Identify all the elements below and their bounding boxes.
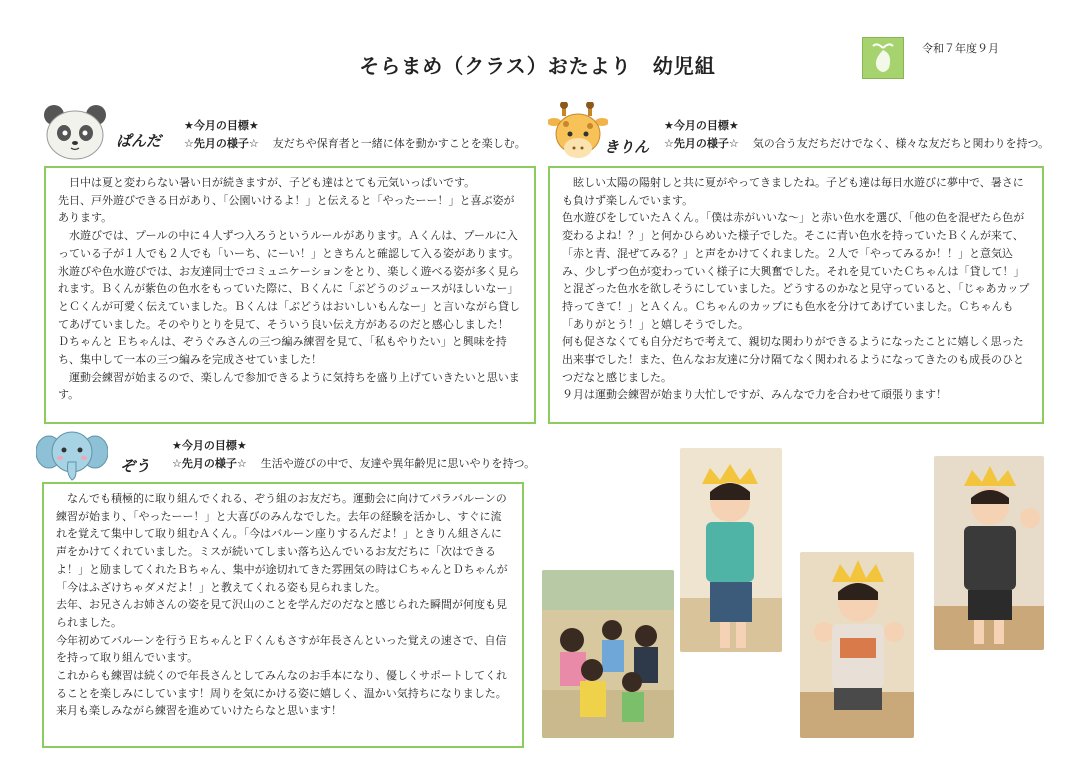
panda-report-box [44, 166, 536, 424]
group-name-zou: ぞう [120, 457, 151, 475]
paragraph: ９月は運動会練習が始まり大忙しですが、みんなで力を合わせて頑張ります！ [562, 388, 947, 402]
group-header-kirin [664, 117, 1049, 153]
status-text: 生活や遊びの中で、友達や異年齢児に思いやりを持つ。 [260, 457, 536, 470]
paragraph: Ｄちゃんと Ｅちゃんは、ぞうぐみさんの三つ編み練習を見て、「私もやりたい」と興味を持ち、集中して一本の三つ編みを完成させていました！ [58, 335, 507, 367]
status-text: 友だちや保育者と一緒に体を動かすことを楽しむ。 [272, 137, 526, 150]
bean-logo-icon [862, 37, 904, 79]
group-name-kirin: きりん [604, 138, 650, 156]
paragraph: 眩しい太陽の陽射しと共に夏がやってきましたね。子ども達は毎日水遊びに夢中で、暑さにも負けず楽しんでいます。 [562, 176, 1024, 207]
zou-report-box [42, 482, 524, 748]
photo-child-crown-standing [934, 456, 1044, 650]
status-label: ☆先月の様子☆ [172, 457, 247, 470]
giraffe-face-icon [548, 102, 608, 168]
paragraph: 何も促さなくても自分だちで考えて、親切な関わりができるようになったことに嬉しく思った出来事でした！また、色んなお友達に分け隔てなく関われるようになってきたのも成長のひとつだなと感じました。 [562, 335, 1024, 384]
page-title: そらまめ（クラス）おたより 幼児組 [359, 54, 716, 78]
paragraph: なんでも積極的に取り組んでくれる、ぞう組のお友だち。運動会に向けてパラバルーンの練習が始まり、「やったーー！」と大喜びのみんなでした。去年の経験を活かし、すぐに流れを覚えて集中して取り組むＡくん。「今はバルーン座りするんだよ！」ときりん組さんに声をかけてくれていました。ミスが続いてしまい落ち込んでいるお友だちに「次はできるよ！」と励ましてくれたＢちゃん、集中が途切れてきた雰囲気の時はＣちゃんとＤちゃんが「今はふざけちゃダメだよ！」と教えてくれる姿も見られました。 [56, 492, 508, 594]
issue-date: 令和７年度９月 [922, 42, 999, 55]
group-name-panda: ぱんだ [116, 132, 162, 150]
paragraph: 先日、戸外遊びできる日があり、「公園いけるよ！」と伝えると「やったーー！」と喜ぶ姿があります。 [58, 193, 515, 225]
panda-face-icon [42, 103, 108, 165]
paragraph: 来月も楽しみながら練習を進めていけたらなと思います！ [56, 704, 342, 718]
elephant-face-icon [36, 428, 108, 486]
goal-label: ★今月の目標★ [172, 439, 247, 452]
status-label: ☆先月の様子☆ [184, 137, 259, 150]
paragraph: 水遊びでは、プールの中に４人ずつ入ろうというルールがあります。Ａくんは、プールに入っている子が１人でも２人でも「いーち、にーい！」ときちんと確認して入る姿があります。氷遊びや色水遊びでは、お友達同士でコミュニケーションをとり、楽しく遊べる姿が多く見られます。Ｂくんが紫色の色水をもっていた際に、Ｂくんに「ぶどうのジュースがほしいなー」とＣくんが可愛く伝えていました。Ｂくんは「ぶどうはおいしいもんなー」と言いながら貸してあげていました。そのやりとりを見て、そういう良い伝え方があるのだと感心しました！ [58, 229, 520, 331]
paragraph: 色水遊びをしていたＡくん。「僕は赤がいいな～」と赤い色水を選び、「他の色を混ぜたら色が変わるよね！？」と何かひらめいた様子でした。そこに青い色水を持っていたＢくんが来て、「赤と青、混ぜてみる？」と声をかけてくれました。２人で「やってみるか！！」と意気込み、少しずつ色が変わっていく様子に大興奮でした。それを見ていたＣちゃんは「貸して！」と混ざった色水を欲しそうにしていました。どうするのかなと見守っていると、「じゃあカップ持ってきて！」とＡくん。Ｃちゃんのカップにも色水を分けてあげていました。Ｃちゃんも「ありがとう！」と嬉しそうでした。 [562, 211, 1030, 331]
goal-label: ★今月の目標★ [664, 119, 739, 132]
photo-child-crown-hands [800, 552, 914, 738]
status-label: ☆先月の様子☆ [664, 137, 739, 150]
group-header-panda [184, 117, 526, 153]
photo-child-crown-sitting [680, 448, 782, 652]
paragraph: 日中は夏と変わらない暑い日が続きますが、子ども達はとても元気いっぱいです。 [58, 176, 476, 189]
kirin-report-box [548, 166, 1044, 424]
paragraph: 今年初めてバルーンを行うＥちゃんとＦくんもさすが年長さんといった覚えの速さで、自信を持って取り組んでいます。 [56, 633, 507, 665]
paragraph: これからも練習は続くので年長さんとしてみんなのお手本になり、優しくサポートしてくれることを楽しみにしています！周りを気にかける姿に嬉しく、温かい気持ちになりました。 [56, 669, 507, 700]
goal-label: ★今月の目標★ [184, 119, 259, 132]
photo-classroom-group [542, 570, 674, 738]
paragraph: 運動会練習が始まるので、楽しんで参加できるように気持ちを盛り上げていきたいと思います。 [58, 370, 520, 402]
status-text: 気の合う友だちだけでなく、様々な友だちと関わりを持つ。 [752, 137, 1050, 150]
group-header-zou [172, 437, 535, 473]
paragraph: 去年、お兄さんお姉さんの姿を見て沢山のことを学んだのだなと感じられた瞬間が何度も見られました。 [56, 598, 507, 629]
